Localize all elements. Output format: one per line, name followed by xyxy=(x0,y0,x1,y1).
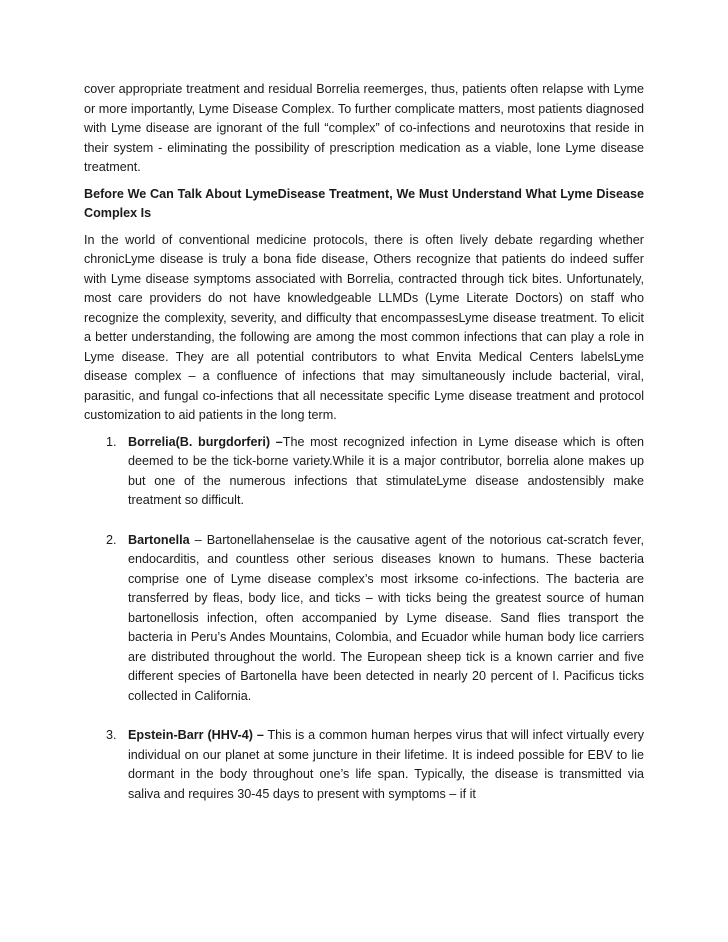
list-item-text: This is a common human herpes virus that will infect virtually every individual on our planet at some juncture in their lifetime. It is indeed possible for EBV to lie dormant in the body throughout one’s life span. Typically, the disease is transmitted via saliva and requires 30-45 days to present with symptoms – if it xyxy=(128,728,644,801)
list-item-text: The most recognized infection in Lyme disease which is often deemed to be the tick-borne variety.While it is a major contributor, borrelia alone makes up but one of the numerous infections that stimulateLyme disease andostensibly make treatment so difficult. xyxy=(128,434,644,507)
list-item-number: 3. xyxy=(106,728,117,742)
infection-list xyxy=(84,433,644,805)
list-item xyxy=(84,726,644,804)
list-item-number: 1. xyxy=(106,434,117,449)
section-heading: Before We Can Talk About LymeDisease Treatment, We Must Understand What Lyme Disease Complex Is xyxy=(84,186,644,220)
list-item-term: Bartonella xyxy=(128,532,190,547)
list-item-number: 2. xyxy=(106,532,117,547)
list-item xyxy=(84,531,644,707)
list-item-term: Borrelia(B. burgdorferi) – xyxy=(128,434,283,449)
intro-paragraph: cover appropriate treatment and residual Borrelia reemerges, thus, patients often relapse with Lyme or more importantly, Lyme Disease Complex. To further complicate matters, most patients diagnosed with Lyme disease are ignorant of the full “complex” of co-infections and neurotoxins that reside in their system - eliminating the possibility of prescription medication as a viable, lone Lyme disease treatment. xyxy=(84,82,644,174)
body-paragraph: In the world of conventional medicine protocols, there is often lively debate regarding whether chronicLyme disease is truly a bona fide disease, Others recognize that patients do indeed suffer with Lyme disease symptoms associated with Borrelia, contracted through tick bites. Unfortunately, most care providers do not have knowledgeable LLMDs (Lyme Literate Doctors) on staff who recognize the complexity, severity, and difficulty that encompassesLyme disease treatment. To elicit a better understanding, the following are among the most common infections that can play a role in Lyme disease. They are all potential contributors to what Envita Medical Centers labelsLyme disease complex – a confluence of infections that may simultaneously include bacterial, viral, parasitic, and fungal co-infections that all necessitate specific Lyme disease treatment and protocol customization to aid patients in the long term. xyxy=(84,232,644,422)
list-item-text: – Bartonellahenselae is the causative agent of the notorious cat-scratch fever, endocarditis, and countless other serious diseases known to humans. These bacteria comprise one of Lyme disease complex’s most irksome co-infections. The bacteria are transferred by fleas, body lice, and ticks – with ticks being the greatest source of human bartonellosis infection, often accompanied by Lyme disease. Sand flies transport the bacteria in Peru’s Andes Mountains, Colombia, and Ecuador while human body lice carriers are distributed throughout the world. The European sheep tick is a known carrier and five different species of Bartonella have been detected in nearly 20 percent of I. Pacificus ticks collected in California. xyxy=(128,532,644,703)
list-item xyxy=(84,433,644,511)
document-page xyxy=(84,80,644,824)
list-item-term: Epstein-Barr (HHV-4) – xyxy=(128,728,264,742)
